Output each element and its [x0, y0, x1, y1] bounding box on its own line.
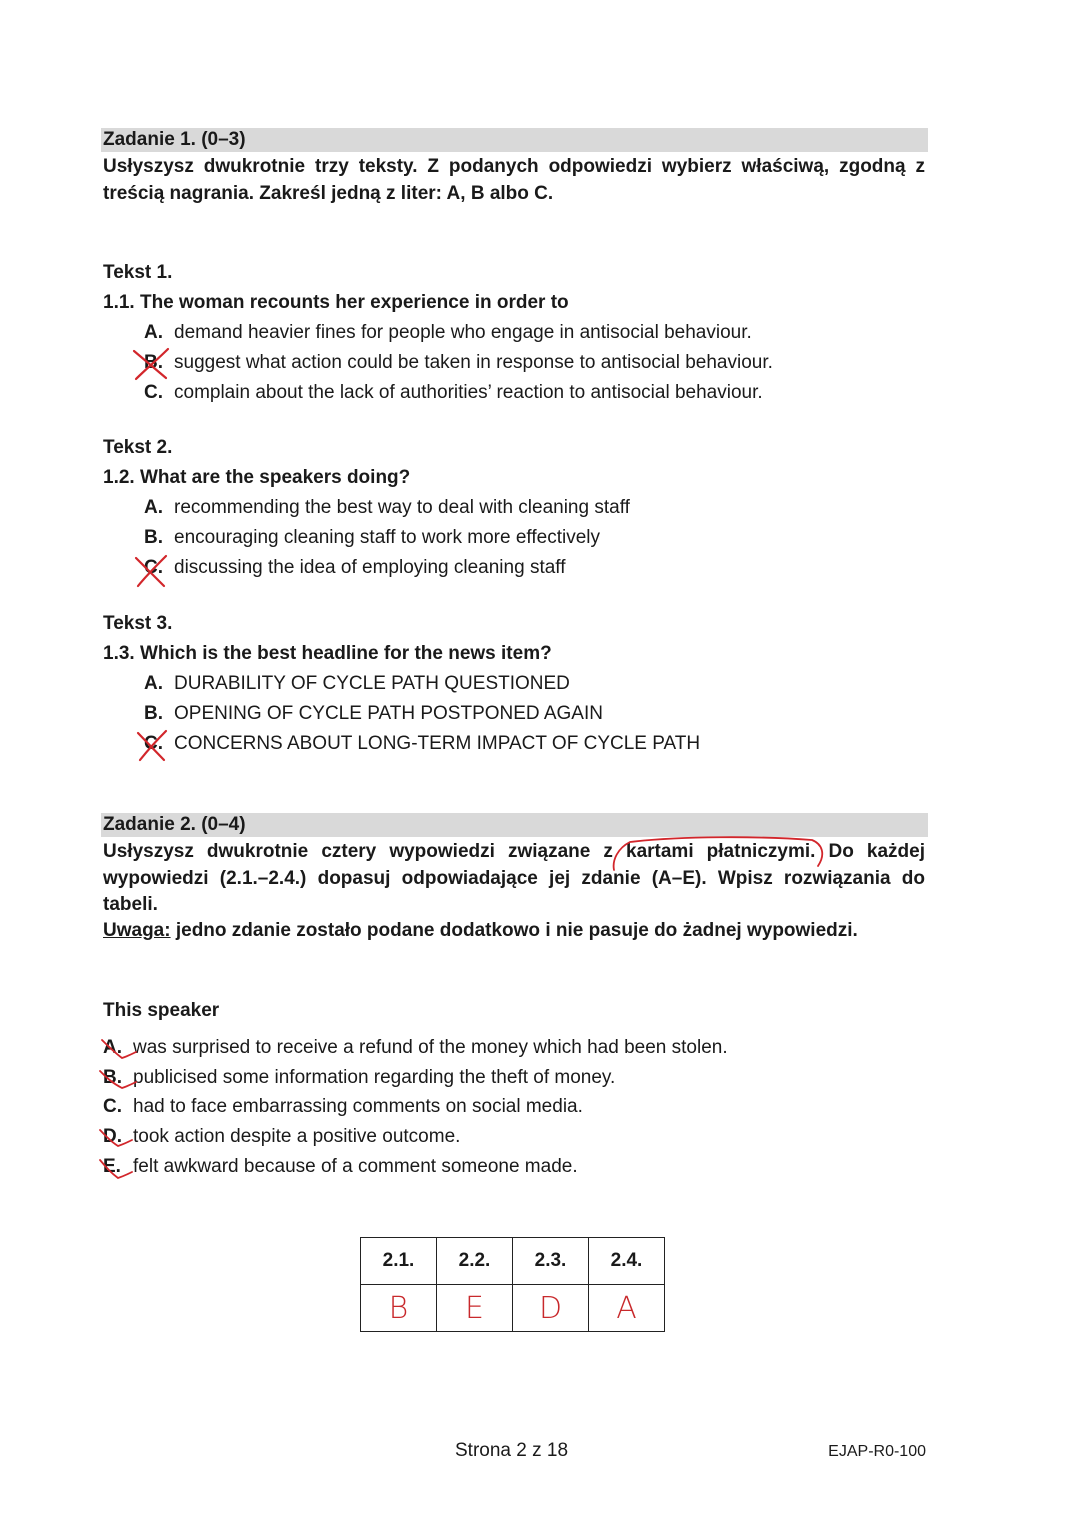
note-label: Uwaga:	[103, 920, 171, 941]
option-1-1-b[interactable]: B. suggest what action could be taken in response to antisocial behaviour.	[144, 352, 773, 373]
answer-header-2-1: 2.1.	[361, 1238, 437, 1285]
option-1-2-a[interactable]: A. recommending the best way to deal with cleaning staff	[144, 497, 630, 518]
answer-cell-2-2[interactable]: E	[437, 1285, 513, 1332]
option-1-1-c[interactable]: C. complain about the lack of authorities’ reaction to antisocial behaviour.	[144, 382, 763, 403]
handwritten-cross-mark	[132, 552, 174, 590]
task1-heading: Zadanie 1. (0–3)	[101, 128, 928, 152]
page-number: Strona 2 z 18	[455, 1440, 569, 1461]
answer-cell-2-4[interactable]: A	[589, 1285, 665, 1332]
answer-cell-2-3[interactable]: D	[513, 1285, 589, 1332]
task2-note	[103, 919, 858, 943]
option-1-1-a[interactable]: A. demand heavier fines for people who engage in antisocial behaviour.	[144, 322, 752, 343]
question-1-3: 1.3. Which is the best headline for the news item?	[103, 643, 552, 664]
option-1-3-a[interactable]: A. DURABILITY OF CYCLE PATH QUESTIONED	[144, 673, 570, 694]
text1-title: Tekst 1.	[103, 262, 173, 283]
option-2-b[interactable]: B. publicised some information regarding the theft of money.	[103, 1067, 616, 1088]
task1-instruction: Usłyszysz dwukrotnie trzy teksty. Z podanych odpowiedzi wybierz właściwą, zgodną z treścią nagrania. Zakreśl jedną z liter: A, B albo C.	[103, 156, 925, 204]
option-1-2-b[interactable]: B. encouraging cleaning staff to work more effectively	[144, 527, 600, 548]
task2-heading: Zadanie 2. (0–4)	[101, 813, 928, 837]
option-2-a[interactable]: A. was surprised to receive a refund of the money which had been stolen.	[103, 1037, 728, 1058]
text2-title: Tekst 2.	[103, 437, 173, 458]
option-1-2-c[interactable]: C. discussing the idea of employing cleaning staff	[144, 557, 566, 578]
answer-header-2-4: 2.4.	[589, 1238, 665, 1285]
handwritten-cross-mark	[130, 345, 174, 383]
task2-stem: This speaker	[103, 1000, 220, 1021]
text3-title: Tekst 3.	[103, 613, 173, 634]
option-1-3-b[interactable]: B. OPENING OF CYCLE PATH POSTPONED AGAIN	[144, 703, 603, 724]
task2-instruction: Usłyszysz dwukrotnie cztery wypowiedzi związane z kartami płatniczymi. Do każdej wypowiedzi (2.1.–2.4.) dopasuj odpowiadające jej zdanie (A–E). Wpisz rozwiązania do tabeli.	[103, 841, 925, 915]
answer-header-2-3: 2.3.	[513, 1238, 589, 1285]
handwritten-tick-marks	[92, 1030, 142, 1190]
document-code: EJAP-R0-100	[828, 1443, 926, 1460]
answer-cell-2-1[interactable]: B	[361, 1285, 437, 1332]
question-1-1: 1.1. The woman recounts her experience in order to	[103, 292, 569, 313]
option-2-c[interactable]: C. had to face embarrassing comments on social media.	[103, 1096, 583, 1117]
note-text: jedno zdanie zostało podane dodatkowo i nie pasuje do żadnej wypowiedzi.	[170, 920, 858, 941]
handwritten-cross-mark	[134, 728, 174, 764]
option-1-3-c[interactable]: C. CONCERNS ABOUT LONG-TERM IMPACT OF CYCLE PATH	[144, 733, 701, 754]
answer-table	[360, 1237, 665, 1332]
answer-header-2-2: 2.2.	[437, 1238, 513, 1285]
option-2-d[interactable]: D. took action despite a positive outcome.	[103, 1126, 461, 1147]
question-1-2: 1.2. What are the speakers doing?	[103, 467, 411, 488]
handwritten-underline-mark	[600, 834, 832, 874]
option-2-e[interactable]: E. felt awkward because of a comment someone made.	[103, 1156, 578, 1177]
